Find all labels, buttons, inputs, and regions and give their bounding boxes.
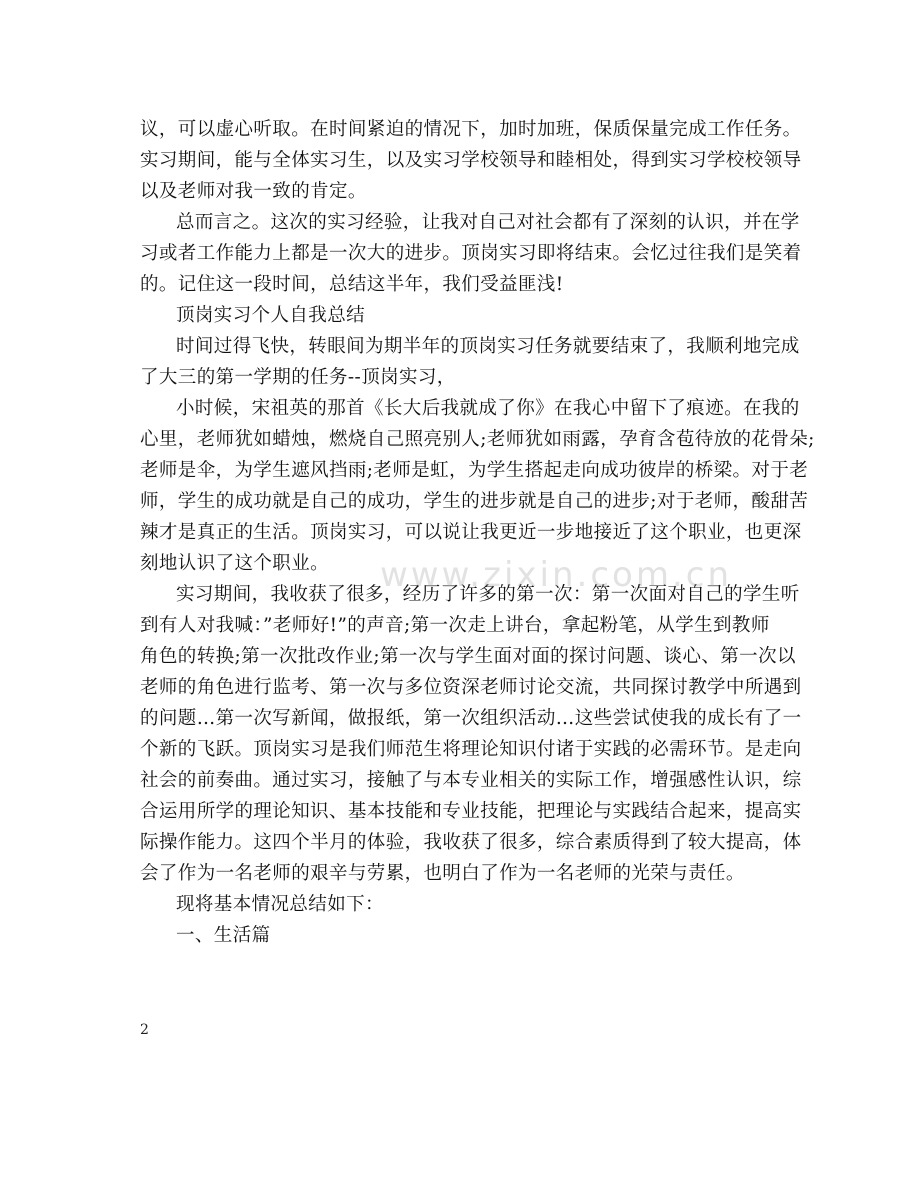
text-line: 个新的飞跃。顶岗实习是我们师范生将理论知识付诸于实践的必需环节。是走向 [140, 739, 802, 760]
text-line: 合运用所学的理论知识、基本技能和专业技能，把理论与实践结合起来，提高实 [140, 801, 802, 822]
text-line: 会了作为一名老师的艰辛与劳累，也明白了作为一名老师的光荣与责任。 [140, 863, 745, 884]
page-number: 2 [140, 1022, 149, 1038]
text-line: 实习期间，能与全体实习生，以及实习学校领导和睦相处，得到实习学校校领导 [140, 150, 802, 171]
text-line: 角色的转换;第一次批改作业;第一次与学生面对面的探讨问题、谈心、第一次以 [140, 646, 796, 667]
text-line: 老师的角色进行监考、第一次与多位资深老师讨论交流，共同探讨教学中所遇到 [140, 677, 802, 698]
text-line: 刻地认识了这个职业。 [140, 553, 330, 574]
text-line: 到有人对我喊：”老师好!”的声音;第一次走上讲台，拿起粉笔，从学生到教师 [140, 615, 770, 636]
text-line: 时间过得飞快，转眼间为期半年的顶岗实习任务就要结束了，我顺利地完成 [176, 336, 800, 357]
text-line: 议，可以虚心听取。在时间紧迫的情况下，加时加班，保质保量完成工作任务。 [140, 119, 802, 140]
text-line: 辣才是真正的生活。顶岗实习，可以说让我更近一步地接近了这个职业，也更深 [140, 522, 802, 543]
text-line: 实习期间，我收获了很多，经历了许多的第一次：第一次面对自己的学生听 [176, 584, 800, 605]
text-line: 社会的前奏曲。通过实习，接触了与本专业相关的实际工作，增强感性认识，综 [140, 770, 802, 791]
watermark: www.zixin.com.cn [380, 555, 732, 595]
text-line: 小时候，宋祖英的那首《长大后我就成了你》在我心中留下了痕迹。在我的 [176, 398, 800, 419]
text-line: 的。记住这一段时间，总结这半年，我们受益匪浅! [140, 274, 564, 295]
text-line: 顶岗实习个人自我总结 [176, 305, 366, 326]
text-line: 心里，老师犹如蜡烛，燃烧自己照亮别人;老师犹如雨露，孕育含苞待放的花骨朵; [140, 429, 815, 450]
text-line: 际操作能力。这四个半月的体验，我收获了很多，综合素质得到了较大提高，体 [140, 832, 802, 853]
document-body [140, 114, 815, 951]
text-line: 现将基本情况总结如下： [176, 894, 384, 915]
text-line: 老师是伞，为学生遮风挡雨;老师是虹，为学生搭起走向成功彼岸的桥梁。对于老 [140, 460, 809, 481]
text-line: 了大三的第一学期的任务--顶岗实习， [140, 367, 456, 388]
text-line: 以及老师对我一致的肯定。 [140, 181, 367, 202]
text-line: 总而言之。这次的实习经验，让我对自己对社会都有了深刻的认识，并在学 [176, 212, 800, 233]
text-line: 习或者工作能力上都是一次大的进步。顶岗实习即将结束。会忆过往我们是笑着 [140, 243, 802, 264]
text-line: 的问题…第一次写新闻，做报纸，第一次组织活动…这些尝试使我的成长有了一 [140, 708, 802, 729]
text-line: 师，学生的成功就是自己的成功，学生的进步就是自己的进步;对于老师，酸甜苦 [140, 491, 809, 512]
text-line: 一、生活篇 [176, 925, 271, 946]
